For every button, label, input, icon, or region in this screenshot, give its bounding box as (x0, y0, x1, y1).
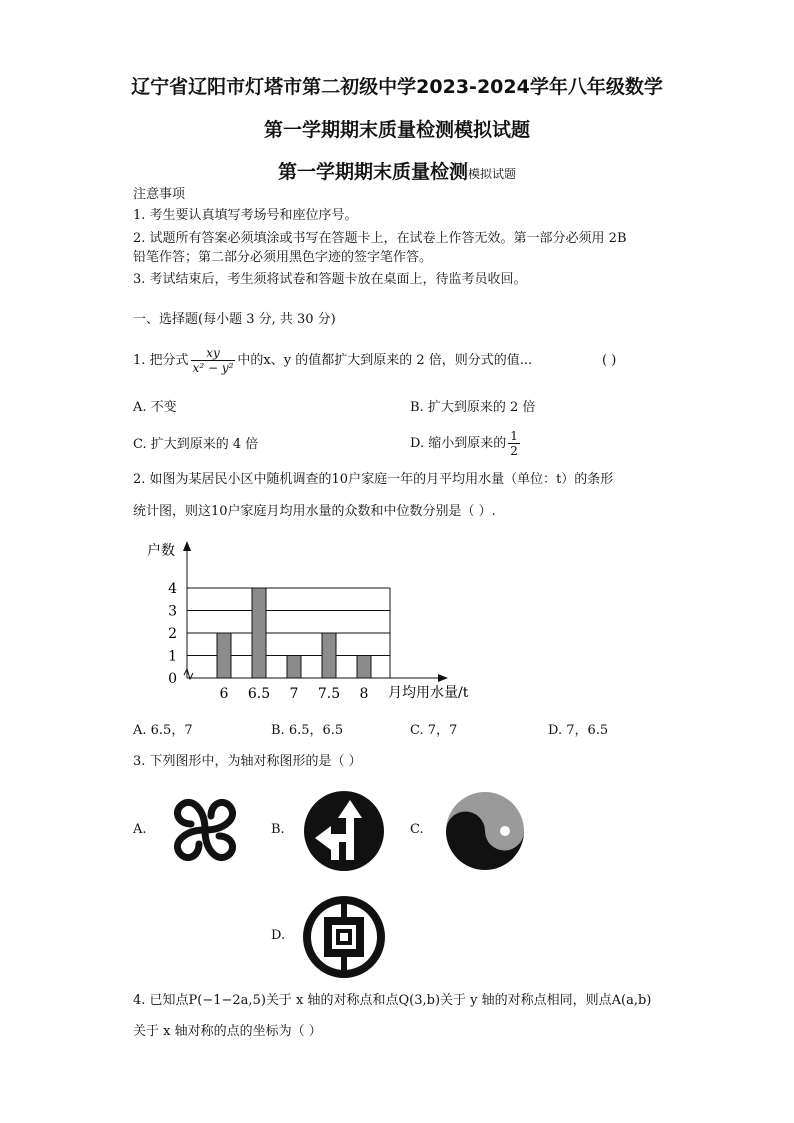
q1-fraction (191, 346, 236, 375)
q2-option-c: C. 7，7 (410, 723, 458, 738)
notes-item-2: 2. 试题所有答案必须填涂或书写在答题卡上，在试卷上作答无效。第一部分必须用 2B (133, 231, 627, 246)
y-axis-label: 户数 (147, 543, 175, 559)
q2-option-b: B. 6.5，6.5 (271, 723, 344, 738)
q1-frac-num: xy (191, 346, 236, 361)
page-subtitle-repeat (0, 157, 794, 184)
y-axis-arrow (183, 541, 191, 551)
q1-option-d (410, 425, 522, 463)
x-tick-label: 7.5 (317, 686, 341, 702)
x-tick-label: 6 (219, 686, 229, 702)
x-axis-label: 月均用水量/t (388, 685, 469, 701)
y-tick-label: 2 (168, 626, 177, 642)
question-4-line-1: 4. 已知点P(−1−2a,5)关于 x 轴的对称点和点Q(3,b)关于 y 轴的对称点相同，则点A(a,b) (133, 993, 652, 1008)
q2-option-d: D. 7，6.5 (548, 723, 609, 738)
notes-heading: 注意事项 (133, 187, 186, 202)
q1-answer-paren: ( ) (602, 353, 617, 368)
q1-option-a: A. 不变 (133, 400, 177, 415)
q1-option-c: C. 扩大到原来的 4 倍 (133, 437, 259, 452)
turn-arrow-sign-icon (303, 790, 385, 872)
bar (217, 633, 231, 678)
q1-d-den: 2 (510, 444, 518, 458)
question-2-line-2: 统计图，则这10户家庭月均用水量的众数和中位数分别是（ ）. (133, 504, 496, 519)
y-tick-label: 0 (168, 671, 177, 687)
bar (357, 656, 371, 679)
page-subtitle: 第一学期期末质量检测模拟试题 (263, 119, 530, 141)
q3-option-a-label: A. (133, 822, 147, 837)
q1-prefix: 1. 把分式 (133, 353, 189, 368)
coin-logo-icon (302, 895, 386, 979)
x-tick-label: 6.5 (247, 686, 271, 702)
section-heading: 一、选择题(每小题 3 分, 共 30 分) (133, 312, 336, 327)
q1-option-b: B. 扩大到原来的 2 倍 (410, 400, 536, 415)
x-tick-label: 8 (359, 686, 369, 702)
x-axis-arrow (438, 674, 448, 682)
subtitle-main: 第一学期期末质量检测 (277, 161, 468, 183)
notes-item-3: 3. 考试结束后，考生须将试卷和答题卡放在桌面上，待监考员收回。 (133, 272, 527, 287)
q3-option-d-label: D. (271, 928, 286, 943)
page-title: 辽宁省辽阳市灯塔市第二初级中学2023-2024学年八年级数学 (131, 76, 663, 98)
bar (322, 633, 336, 678)
q1-option-d-label: D. 缩小到原来的 (410, 436, 507, 451)
y-tick-label: 1 (168, 648, 177, 665)
question-3: 3. 下列图形中，为轴对称图形的是（ ） (133, 754, 362, 769)
subtitle-small: 模拟试题 (468, 167, 517, 181)
question-4-line-2: 关于 x 轴对称的点的坐标为（ ） (133, 1024, 322, 1039)
q1-d-num: 1 (510, 429, 518, 443)
q1-suffix: 中的x、y 的值都扩大到原来的 2 倍，则分式的值... (237, 353, 533, 368)
q3-option-b-label: B. (271, 822, 285, 837)
q2-option-a: A. 6.5，7 (133, 723, 193, 738)
bar (287, 656, 301, 679)
notes-item-2-cont: 铅笔作答；第二部分必须用黑色字迹的签字笔作答。 (133, 250, 433, 265)
question-1 (133, 342, 532, 380)
water-usage-bar-chart (135, 535, 495, 705)
q1-frac-den: x² − y² (192, 361, 234, 375)
question-2-line-1: 2. 如图为某居民小区中随机调查的10户家庭一年的月平均用水量（单位：t）的条形 (133, 472, 614, 487)
q3-option-c-label: C. (410, 822, 424, 837)
yin-yang-icon (444, 790, 526, 872)
y-tick-label: 4 (168, 581, 177, 597)
q1-option-d-fraction (508, 429, 520, 458)
bar (252, 588, 266, 678)
knot-logo-icon (165, 790, 245, 870)
x-tick-label: 7 (289, 686, 299, 702)
y-tick-label: 3 (168, 603, 177, 620)
notes-item-1: 1. 考生要认真填写考场号和座位序号。 (133, 208, 358, 223)
